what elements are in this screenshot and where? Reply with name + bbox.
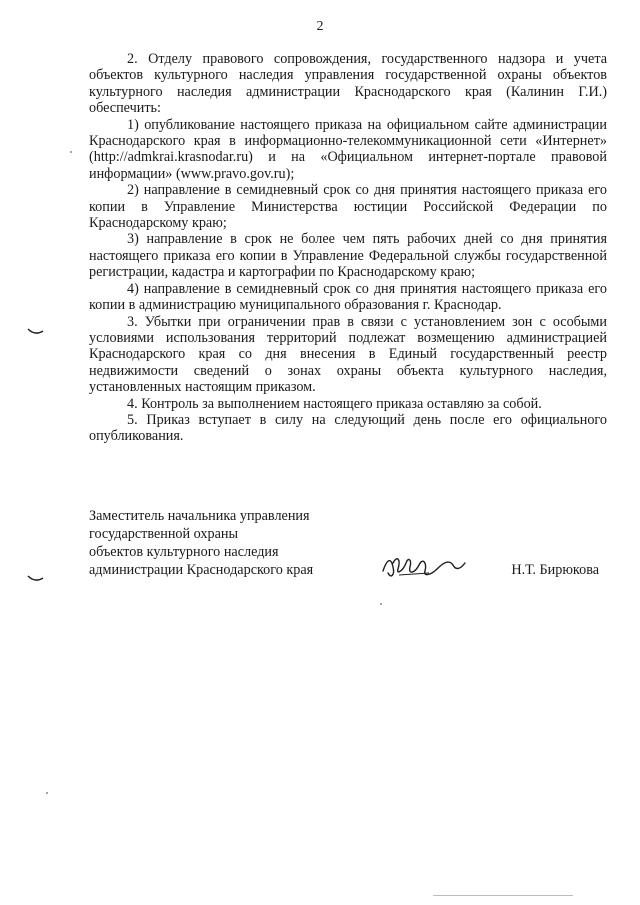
handwritten-signature: [379, 549, 469, 583]
clause-3: 3. Убытки при ограничении прав в связи с установлением зон с особыми условиями использования территорий подлежат возмещению администрацией Краснодарского края со дня внесения в Единый государственный реестр недвижимости сведений о зонах охраны объекта культурного наследия, установленных настоящим приказом.: [89, 313, 607, 396]
clause-2-item-4: 4) направление в семидневный срок со дня принятия настоящего приказа его копии в администрацию муниципального образования г. Краснодар.: [89, 280, 607, 314]
binding-mark-bottom: [26, 573, 46, 585]
clause-2: 2. Отделу правового сопровождения, государственного надзора и учета объектов культурного наследия управления государственной охраны объектов культурного наследия администрации Краснодарского края (Калинин Г.И.) обеспечить:: [89, 51, 607, 117]
scan-speck: [433, 895, 573, 896]
signatory-position-line: объектов культурного наследия: [89, 544, 279, 560]
page-number: 2: [316, 19, 324, 34]
order-body: [89, 51, 607, 445]
signatory-position-line: администрации Краснодарского края: [89, 562, 314, 578]
scan-speck: [46, 792, 48, 794]
signatory-name: Н.Т. Бирюкова: [511, 562, 599, 578]
clause-5: 5. Приказ вступает в силу на следующий день после его официального опубликования.: [89, 411, 607, 445]
signatory-position-line: Заместитель начальника управления: [89, 508, 310, 524]
clause-2-item-3: 3) направление в срок не более чем пять рабочих дней со дня принятия настоящего приказа его копии в Управление Федеральной службы государственной регистрации, кадастра и картографии по Краснодарскому краю;: [89, 231, 607, 281]
scan-speck: [380, 603, 382, 605]
clause-2-item-2: 2) направление в семидневный срок со дня принятия настоящего приказа его копии в Управление Министерства юстиции Российской Федерации по Краснодарскому краю;: [89, 182, 607, 232]
clause-4: 4. Контроль за выполнением настоящего приказа оставляю за собой.: [127, 395, 542, 412]
signatory-position-line: государственной охраны: [89, 526, 239, 542]
binding-mark-top: [26, 326, 46, 338]
clause-2-item-1: 1) опубликование настоящего приказа на официальном сайте администрации Краснодарского края в информационно-телекоммуникационной сети «Интернет» (http://admkrai.krasnodar.ru) и на «Официальном интернет-портале правовой информации» (www.pravo.gov.ru);: [89, 116, 607, 182]
scan-speck: [70, 151, 72, 153]
signature-block: [89, 507, 609, 577]
